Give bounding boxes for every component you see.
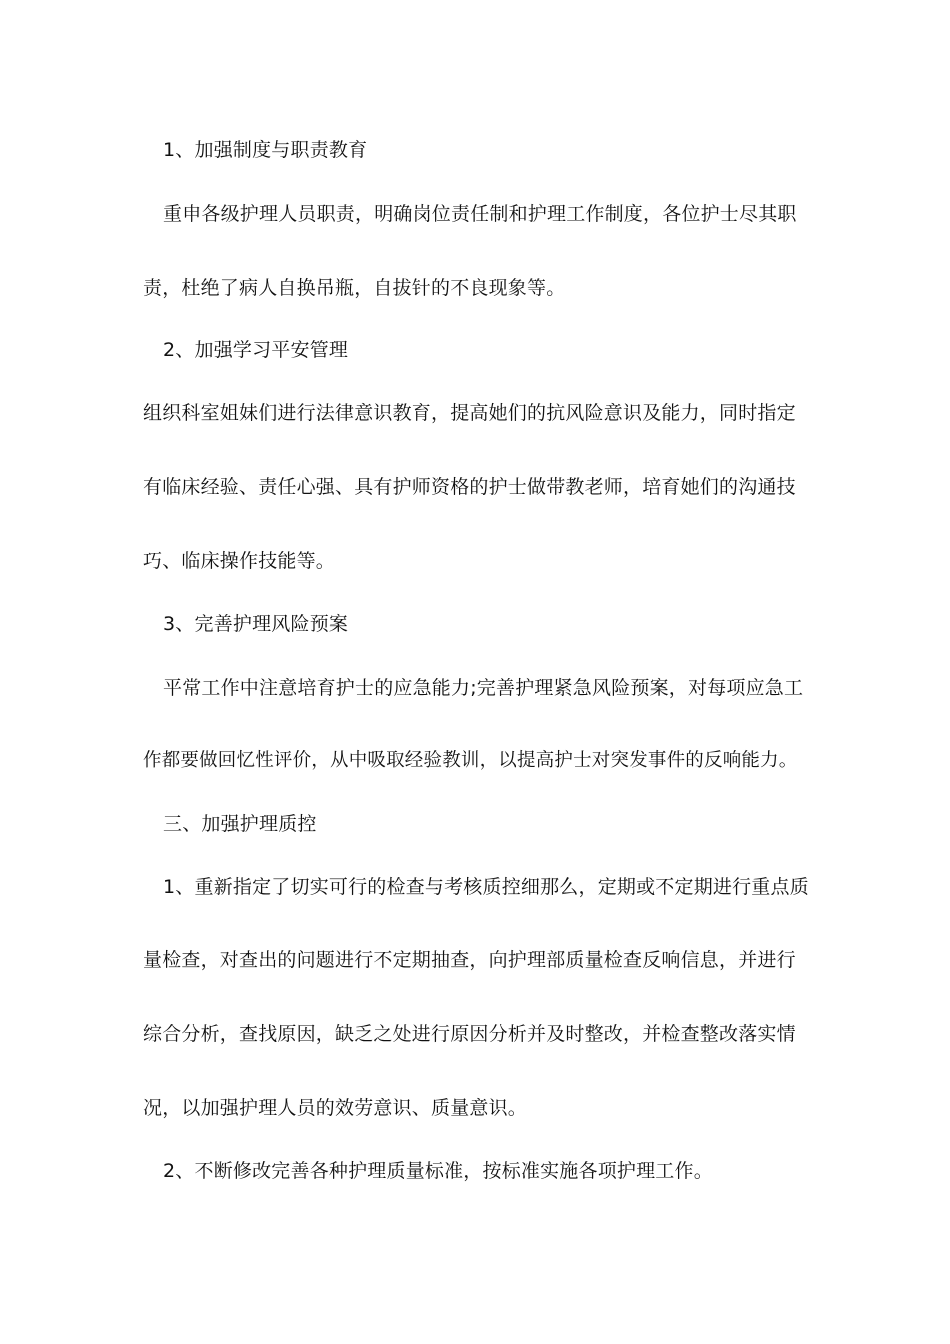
heading-item-2: 2、加强学习平安管理 [163,339,349,361]
paragraph-line: 1、重新指定了切实可行的检查与考核质控细那么，定期或不定期进行重点质 [163,876,809,898]
heading-item-1: 1、加强制度与职责教育 [163,139,368,161]
paragraph-line: 重申各级护理人员职责，明确岗位责任制和护理工作制度，各位护士尽其职 [163,203,797,225]
paragraph-line: 量检查，对查出的问题进行不定期抽查，向护理部质量检查反响信息，并进行 [143,949,796,971]
paragraph-line: 况，以加强护理人员的效劳意识、质量意识。 [143,1097,528,1119]
paragraph-line: 作都要做回忆性评价，从中吸取经验教训，以提高护士对突发事件的反响能力。 [143,750,798,771]
paragraph-line: 平常工作中注意培育护士的应急能力;完善护理紧急风险预案，对每项应急工 [163,677,804,699]
paragraph-line: 组织科室姐妹们进行法律意识教育，提高她们的抗风险意识及能力，同时指定 [143,402,796,424]
paragraph-line: 巧、临床操作技能等。 [143,550,336,572]
section-heading: 三、加强护理质控 [163,813,317,835]
heading-item-3: 3、完善护理风险预案 [163,613,349,635]
paragraph-line: 2、不断修改完善各种护理质量标准，按标准实施各项护理工作。 [163,1160,713,1182]
paragraph-line: 综合分析，查找原因，缺乏之处进行原因分析并及时整改，并检查整改落实情 [143,1023,796,1045]
paragraph-line: 有临床经验、责任心强、具有护师资格的护士做带教老师，培育她们的沟通技 [143,476,796,498]
paragraph-line: 责，杜绝了病人自换吊瓶，自拔针的不良现象等。 [143,277,566,299]
